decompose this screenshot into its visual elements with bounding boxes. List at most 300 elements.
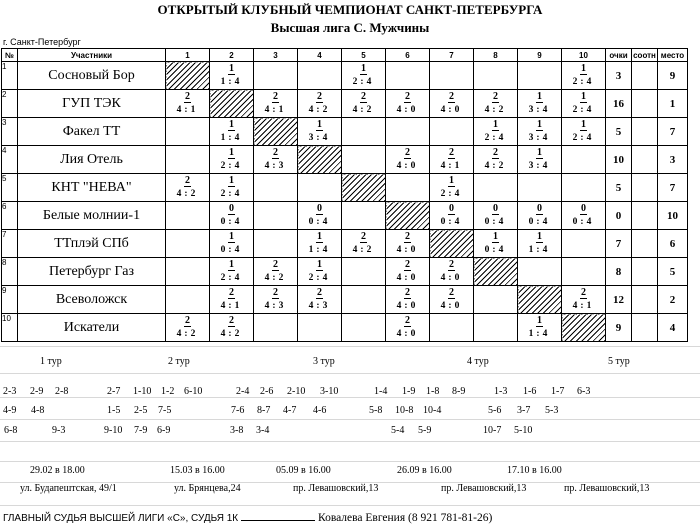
match-result [474,202,518,230]
match-points: 2 [449,147,454,158]
tour-5-date: 17.10 в 16.00 [507,465,562,476]
col-1: 1 [166,49,210,62]
empty-cell [342,286,386,314]
match-pair: 7-5 [158,405,172,416]
match-score: 2:4 [308,273,331,283]
diagonal-cell [386,202,430,230]
match-pair: 1-6 [523,386,537,397]
match-pair: 5-6 [488,405,502,416]
match-pair: 7-9 [134,425,148,436]
col-3: 3 [254,49,298,62]
team-place: 10 [658,202,688,230]
chief-judge-name: Ковалева Евгения (8 921 781-81-26) [317,512,493,524]
match-points: 1 [229,63,234,74]
page-subtitle: Высшая лига С. Мужчины [270,20,430,35]
team-ratio [632,202,658,230]
empty-cell [562,258,606,286]
match-result [298,118,342,146]
match-result [254,90,298,118]
match-score: 4:2 [176,329,199,339]
match-score: 0:4 [572,217,595,227]
match-points: 1 [317,119,322,130]
match-pair: 1-9 [402,386,416,397]
empty-cell [166,230,210,258]
team-place: 2 [658,286,688,314]
match-pair: 2-6 [260,386,274,397]
team-points: 9 [606,314,632,342]
tour-4-label: 4 тур [467,356,489,367]
match-score: 4:3 [264,301,287,311]
row-number: 9 [2,286,18,314]
match-points: 0 [493,203,498,214]
empty-cell [254,202,298,230]
match-result [474,230,518,258]
match-result [210,202,254,230]
team-place: 6 [658,230,688,258]
team-points: 5 [606,174,632,202]
team-name: КНТ "НЕВА" [18,174,166,202]
match-points: 2 [317,91,322,102]
table-row [2,258,688,286]
match-points: 2 [361,231,366,242]
match-score: 4:2 [484,105,507,115]
empty-cell [342,202,386,230]
empty-cell [342,314,386,342]
diagonal-cell [474,258,518,286]
row-number: 3 [2,118,18,146]
match-pair: 9-3 [52,425,66,436]
col-10: 10 [562,49,606,62]
team-ratio [632,230,658,258]
match-result [562,62,606,90]
match-result [562,202,606,230]
match-pair: 5-4 [391,425,405,436]
tour-4-venue: пр. Левашовский,13 [441,483,527,494]
match-score: 2:4 [572,77,595,87]
match-result [342,230,386,258]
diagonal-cell [342,174,386,202]
match-points: 1 [581,119,586,130]
match-result [254,146,298,174]
match-points: 2 [229,315,234,326]
match-pair: 4-9 [3,405,17,416]
table-row [2,202,688,230]
match-score: 1:4 [528,329,551,339]
team-name: Всеволожск [18,286,166,314]
match-score: 4:0 [440,105,463,115]
match-score: 0:4 [220,217,243,227]
match-score: 4:0 [440,273,463,283]
match-score: 3:4 [528,161,551,171]
page-title: ОТКРЫТЫЙ КЛУБНЫЙ ЧЕМПИОНАТ САНКТ-ПЕТЕРБУРГА [157,2,543,17]
team-points: 16 [606,90,632,118]
match-pair: 8-9 [452,386,466,397]
match-points: 2 [273,287,278,298]
chief-judge-line [3,512,492,524]
match-pair: 2-10 [287,386,306,397]
diagonal-cell [562,314,606,342]
col-9: 9 [518,49,562,62]
match-points: 2 [185,91,190,102]
match-result [474,146,518,174]
match-result [210,230,254,258]
match-pair: 6-10 [184,386,203,397]
match-score: 0:4 [220,245,243,255]
match-result [518,146,562,174]
match-score: 1:4 [220,133,243,143]
match-pair: 8-7 [257,405,271,416]
table-row [2,90,688,118]
match-pair: 1-7 [551,386,565,397]
match-result [298,258,342,286]
match-points: 1 [229,231,234,242]
match-points: 1 [581,63,586,74]
match-score: 4:2 [352,105,375,115]
match-result [386,314,430,342]
tour-3-label: 3 тур [313,356,335,367]
diagonal-cell [210,90,254,118]
match-points: 1 [449,175,454,186]
match-result [386,90,430,118]
empty-cell [562,174,606,202]
team-name: Лия Отель [18,146,166,174]
match-points: 2 [581,287,586,298]
match-points: 2 [493,91,498,102]
tour-3-date: 05.09 в 16.00 [276,465,331,476]
match-pair: 3-10 [320,386,339,397]
tour-2-label: 2 тур [168,356,190,367]
match-points: 2 [449,259,454,270]
match-result [210,146,254,174]
match-score: 4:2 [264,273,287,283]
match-result [562,286,606,314]
match-pair: 3-4 [256,425,270,436]
col-team: Участники [18,49,166,62]
team-place: 7 [658,174,688,202]
standings-table [1,48,688,342]
match-points: 2 [185,315,190,326]
empty-cell [386,174,430,202]
tour-1-label: 1 тур [40,356,62,367]
team-points: 7 [606,230,632,258]
match-pair: 1-10 [133,386,152,397]
team-place: 7 [658,118,688,146]
diagonal-cell [518,286,562,314]
tour-2-date: 15.03 в 16.00 [170,465,225,476]
match-result [562,90,606,118]
row-number: 2 [2,90,18,118]
match-points: 1 [361,63,366,74]
empty-cell [430,314,474,342]
team-place: 1 [658,90,688,118]
match-points: 2 [405,91,410,102]
match-result [166,174,210,202]
empty-cell [474,174,518,202]
match-result [254,286,298,314]
diagonal-cell [166,62,210,90]
match-result [430,174,474,202]
col-5: 5 [342,49,386,62]
tour-1-date: 29.02 в 18.00 [30,465,85,476]
match-points: 2 [405,259,410,270]
match-points: 2 [229,287,234,298]
col-8: 8 [474,49,518,62]
tour-1-venue: ул. Будапештская, 49/1 [20,483,117,494]
row-number: 4 [2,146,18,174]
team-name: Петербург Газ [18,258,166,286]
match-score: 2:4 [220,161,243,171]
match-pair: 1-8 [426,386,440,397]
team-name: ТТплэй СПб [18,230,166,258]
match-score: 3:4 [308,133,331,143]
match-pair: 1-5 [107,405,121,416]
tour-3-venue: пр. Левашовский,13 [293,483,379,494]
table-row [2,146,688,174]
match-points: 1 [537,119,542,130]
match-pair: 3-7 [517,405,531,416]
team-ratio [632,118,658,146]
empty-cell [342,146,386,174]
tour-5-label: 5 тур [608,356,630,367]
match-result [518,202,562,230]
team-ratio [632,286,658,314]
match-score: 4:0 [396,105,419,115]
match-pair: 4-7 [283,405,297,416]
match-points: 0 [229,203,234,214]
team-ratio [632,90,658,118]
match-score: 4:2 [484,161,507,171]
match-pair: 2-7 [107,386,121,397]
empty-cell [166,146,210,174]
team-name: ГУП ТЭК [18,90,166,118]
match-result [342,62,386,90]
empty-cell [254,62,298,90]
match-result [254,258,298,286]
match-pair: 3-8 [230,425,244,436]
match-result [518,118,562,146]
match-result [210,314,254,342]
match-score: 4:0 [396,273,419,283]
team-ratio [632,174,658,202]
match-points: 0 [581,203,586,214]
match-score: 4:0 [396,329,419,339]
match-score: 2:4 [440,189,463,199]
row-number: 6 [2,202,18,230]
diagonal-cell [298,146,342,174]
empty-cell [430,118,474,146]
match-points: 1 [317,231,322,242]
match-result [210,118,254,146]
match-result [386,286,430,314]
match-score: 2:4 [572,133,595,143]
match-score: 2:4 [220,189,243,199]
match-result [430,146,474,174]
match-pair: 2-9 [30,386,44,397]
col-2: 2 [210,49,254,62]
match-pair: 4-6 [313,405,327,416]
team-name: Сосновый Бор [18,62,166,90]
match-result [518,90,562,118]
match-score: 1:4 [528,245,551,255]
match-pair: 6-3 [577,386,591,397]
match-pair: 1-3 [494,386,508,397]
match-score: 3:4 [528,105,551,115]
match-score: 2:4 [352,77,375,87]
match-score: 4:0 [396,245,419,255]
empty-cell [166,286,210,314]
match-result [386,230,430,258]
match-score: 0:4 [308,217,331,227]
match-points: 1 [537,315,542,326]
empty-cell [342,258,386,286]
match-points: 2 [405,315,410,326]
diagonal-cell [430,230,474,258]
match-result [210,258,254,286]
signature-line [241,520,315,521]
empty-cell [254,314,298,342]
match-result [386,146,430,174]
match-result [474,118,518,146]
match-score: 4:3 [264,161,287,171]
match-result [298,286,342,314]
match-score: 0:4 [484,217,507,227]
team-place: 3 [658,146,688,174]
match-points: 2 [273,259,278,270]
row-number: 5 [2,174,18,202]
match-score: 2:4 [220,273,243,283]
col-no: № [2,49,18,62]
row-number: 1 [2,62,18,90]
col-ratio: соотн [633,50,656,60]
match-result [430,202,474,230]
match-points: 1 [537,231,542,242]
match-points: 0 [317,203,322,214]
match-score: 3:4 [528,133,551,143]
match-result [298,230,342,258]
match-score: 4:2 [220,329,243,339]
match-pair: 6-8 [4,425,18,436]
match-points: 2 [449,91,454,102]
match-points: 2 [273,91,278,102]
match-score: 4:0 [396,161,419,171]
col-7: 7 [430,49,474,62]
match-pair: 7-6 [231,405,245,416]
col-points: очки [606,49,632,62]
empty-cell [166,258,210,286]
empty-cell [298,174,342,202]
match-score: 0:4 [440,217,463,227]
empty-cell [254,230,298,258]
match-score: 1:4 [308,245,331,255]
match-points: 1 [317,259,322,270]
table-row [2,230,688,258]
tour-4-date: 26.09 в 16.00 [397,465,452,476]
match-score: 4:1 [264,105,287,115]
match-result [166,314,210,342]
match-points: 2 [405,231,410,242]
match-score: 2:4 [484,133,507,143]
match-pair: 10-7 [483,425,502,436]
city-label: г. Санкт-Петербург [3,37,81,47]
match-score: 4:2 [176,189,199,199]
match-pair: 5-8 [369,405,383,416]
match-pair: 2-5 [134,405,148,416]
team-points: 0 [606,202,632,230]
empty-cell [474,62,518,90]
match-points: 2 [273,147,278,158]
empty-cell [474,286,518,314]
match-points: 1 [229,147,234,158]
match-score: 0:4 [484,245,507,255]
team-place: 4 [658,314,688,342]
table-row [2,314,688,342]
team-points: 5 [606,118,632,146]
row-number: 7 [2,230,18,258]
team-ratio [632,258,658,286]
team-place: 9 [658,62,688,90]
match-points: 2 [185,175,190,186]
table-row [2,286,688,314]
match-result [298,202,342,230]
match-score: 4:1 [176,105,199,115]
match-points: 1 [537,91,542,102]
team-points: 10 [606,146,632,174]
chief-judge-label: ГЛАВНЫЙ СУДЬЯ ВЫСШЕЙ ЛИГИ «С», СУДЬЯ 1К [3,513,239,524]
empty-cell [342,118,386,146]
col-4: 4 [298,49,342,62]
match-points: 0 [537,203,542,214]
col-place: место [658,49,688,62]
empty-cell [562,230,606,258]
match-points: 1 [581,91,586,102]
match-pair: 5-3 [545,405,559,416]
team-ratio [632,314,658,342]
match-points: 1 [229,119,234,130]
match-pair: 1-4 [374,386,388,397]
match-points: 2 [405,147,410,158]
table-row [2,62,688,90]
team-name: Искатели [18,314,166,342]
empty-cell [474,314,518,342]
match-result [562,118,606,146]
match-score: 1:4 [220,77,243,87]
empty-cell [430,62,474,90]
col-6: 6 [386,49,430,62]
match-pair: 10-4 [423,405,442,416]
empty-cell [386,118,430,146]
match-points: 2 [317,287,322,298]
team-points: 12 [606,286,632,314]
team-ratio [632,146,658,174]
match-result [518,230,562,258]
match-score: 2:4 [572,105,595,115]
empty-cell [518,258,562,286]
match-points: 2 [361,91,366,102]
match-points: 1 [229,175,234,186]
match-pair: 4-8 [31,405,45,416]
empty-cell [386,62,430,90]
match-score: 4:3 [308,301,331,311]
team-points: 3 [606,62,632,90]
empty-cell [166,202,210,230]
row-number: 8 [2,258,18,286]
match-pair: 10-8 [395,405,414,416]
match-pair: 5-9 [418,425,432,436]
match-score: 4:0 [440,301,463,311]
match-result [474,90,518,118]
match-pair: 1-2 [161,386,175,397]
team-name: Белые молнии-1 [18,202,166,230]
